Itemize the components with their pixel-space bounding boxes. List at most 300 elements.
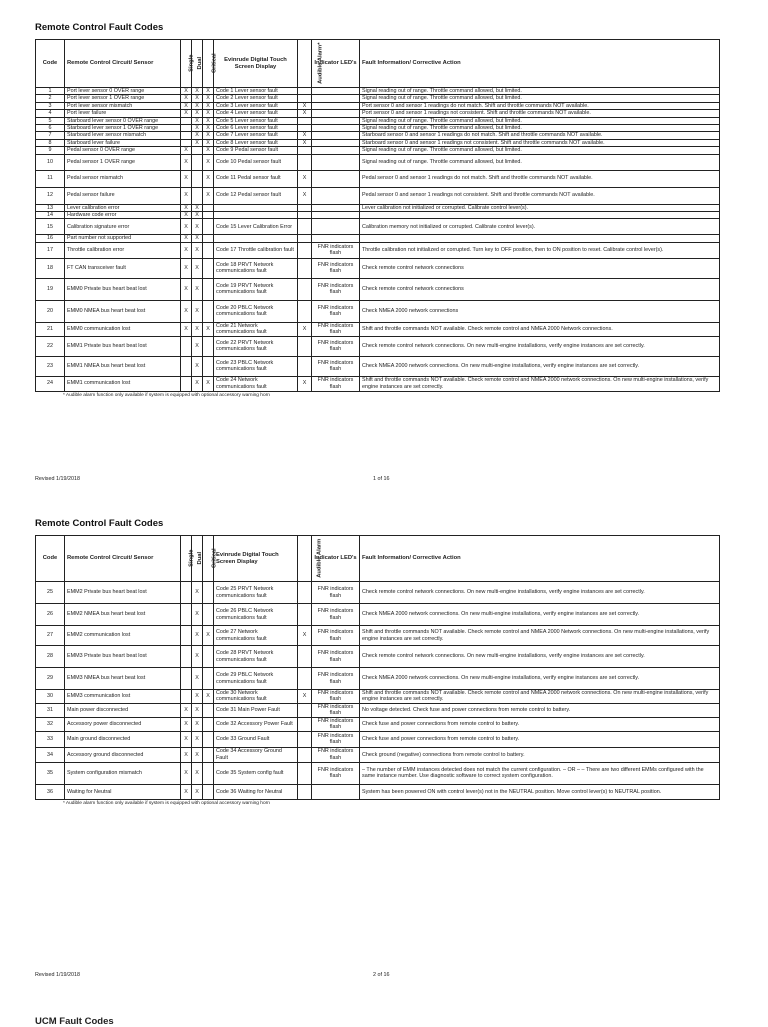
cell-code: 4 [36,110,65,117]
cell-circuit: Accessory power disconnected [65,717,181,731]
cell-display: Code 36 Waiting for Neutral [214,784,298,799]
cell-alarm [298,762,312,784]
cell-critical: X [203,117,214,124]
cell-led [312,219,360,235]
cell-critical [203,242,214,258]
cell-code: 14 [36,212,65,219]
cell-circuit: EMM3 Private bus heart beat lost [65,646,181,668]
cell-single [181,626,192,646]
cell-alarm [298,604,312,626]
cell-critical: X [203,154,214,170]
cell-circuit: Starboard lever sensor 1 OVER range [65,125,181,132]
cell-circuit: EMM1 communication lost [65,376,181,391]
table-header-row [36,536,720,582]
header-circuit: Remote Control Circuit/ Sensor [65,40,181,88]
cell-critical: X [203,95,214,102]
table-row [36,626,720,646]
cell-circuit: EMM1 Private bus heart beat lost [65,336,181,356]
header-fault: Fault Information/ Corrective Action [360,536,720,582]
cell-display: Code 5 Lever sensor fault [214,117,298,124]
cell-circuit: Pedal sensor 1 OVER range [65,154,181,170]
cell-dual: X [192,322,203,336]
cell-circuit: Port lever sensor 0 OVER range [65,88,181,95]
cell-led [312,88,360,95]
cell-code: 9 [36,147,65,154]
cell-circuit: EMM2 Private bus heart beat lost [65,582,181,604]
cell-single: X [181,170,192,187]
table-row [36,646,720,668]
cell-led: FNR indicators flash [312,336,360,356]
cell-circuit: Starboard lever failure [65,139,181,146]
cell-single: X [181,235,192,242]
cell-display: Code 8 Lever sensor fault [214,139,298,146]
cell-led [312,154,360,170]
cell-circuit: FT CAN transceiver fault [65,258,181,278]
table-row [36,219,720,235]
cell-single: X [181,95,192,102]
cell-code: 32 [36,717,65,731]
cell-dual: X [192,668,203,690]
page-2 [35,518,719,806]
cell-dual: X [192,784,203,799]
cell-single [181,668,192,690]
table-row [36,300,720,322]
cell-alarm [298,212,312,219]
cell-led [312,102,360,109]
cell-display: Code 23 PBLC Network communications fault [214,356,298,376]
page-number: 1 of 16 [373,476,390,482]
cell-circuit: Calibration signature error [65,219,181,235]
cell-fault [360,235,720,242]
cell-fault: Check NMEA 2000 network connections [360,300,720,322]
cell-critical [203,668,214,690]
cell-alarm [298,154,312,170]
table-row [36,604,720,626]
cell-led: FNR indicators flash [312,322,360,336]
cell-fault: Calibration memory not initialized or corrupted. Calibrate control lever(s). [360,219,720,235]
cell-display: Code 17 Throttle calibration fault [214,242,298,258]
cell-single [181,646,192,668]
cell-display: Code 35 System config fault [214,762,298,784]
cell-critical [203,731,214,747]
cell-display: Code 6 Lever sensor fault [214,125,298,132]
cell-code: 8 [36,139,65,146]
table-row [36,117,720,124]
cell-led [312,147,360,154]
cell-dual: X [192,604,203,626]
cell-single [181,604,192,626]
cell-dual: X [192,258,203,278]
cell-display: Code 7 Lever sensor fault [214,132,298,139]
cell-circuit: EMM2 communication lost [65,626,181,646]
cell-fault: Check remote control network connections. On new multi-engine installations, verify engine instances are set correctly. [360,582,720,604]
cell-single: X [181,784,192,799]
cell-code: 16 [36,235,65,242]
cell-display: Code 10 Pedal sensor fault [214,154,298,170]
cell-fault: Throttle calibration not initialized or corrupted. Turn key to OFF position, then to ON position to reset. Calibrate control lever(s). [360,242,720,258]
cell-display: Code 26 PBLC Network communications fault [214,604,298,626]
table-row [36,154,720,170]
cell-code: 21 [36,322,65,336]
table-row [36,762,720,784]
cell-display: Code 28 PRVT Network communications fault [214,646,298,668]
cell-display: Code 1 Lever sensor fault [214,88,298,95]
cell-code: 13 [36,204,65,211]
cell-circuit: Starboard lever sensor mismatch [65,132,181,139]
cell-dual: X [192,356,203,376]
header-display: Evinrude Digital Touch Screen Display [214,536,298,582]
cell-circuit: Pedal sensor mismatch [65,170,181,187]
table-body [36,582,720,800]
cell-critical [203,582,214,604]
fault-code-table [35,535,720,800]
cell-fault [360,212,720,219]
cell-display: Code 24 Network communications fault [214,376,298,391]
cell-code: 19 [36,278,65,300]
cell-code: 2 [36,95,65,102]
cell-code: 7 [36,132,65,139]
cell-dual: X [192,300,203,322]
cell-dual: X [192,582,203,604]
cell-dual: X [192,88,203,95]
cell-led: FNR indicators flash [312,582,360,604]
cell-fault: – The number of EMM instances detected does not match the current configuration. – OR – – There are two different EMMs configured with the same instance number. Use diagnostic software to correct system configuration. [360,762,720,784]
cell-code: 6 [36,125,65,132]
cell-single: X [181,88,192,95]
cell-fault: Shift and throttle commands NOT available. Check remote control and NMEA 2000 network connections. On new multi-engine installations, verify engine instances are set correctly. [360,690,720,704]
cell-led: FNR indicators flash [312,376,360,391]
cell-display: Code 11 Pedal sensor fault [214,170,298,187]
cell-display: Code 3 Lever sensor fault [214,102,298,109]
cell-fault: Check remote control network connections [360,258,720,278]
cell-code: 29 [36,668,65,690]
cell-display: Code 19 PRVT Network communications fault [214,278,298,300]
cell-single: X [181,703,192,717]
cell-dual: X [192,731,203,747]
cell-critical: X [203,125,214,132]
revised-date: Revised 1/19/2018 [35,476,80,482]
cell-code: 30 [36,690,65,704]
table-row [36,258,720,278]
cell-critical [203,747,214,762]
cell-alarm [298,668,312,690]
cell-circuit: Port lever sensor 1 OVER range [65,95,181,102]
cell-critical: X [203,102,214,109]
header-circuit: Remote Control Circuit/ Sensor [65,536,181,582]
cell-circuit: EMM0 communication lost [65,322,181,336]
cell-alarm: X [298,139,312,146]
table-row [36,703,720,717]
page-1 [35,22,719,398]
cell-led: FNR indicators flash [312,668,360,690]
cell-alarm [298,300,312,322]
table-row [36,668,720,690]
cell-critical [203,336,214,356]
table-row [36,235,720,242]
table-row [36,731,720,747]
cell-display: Code 15 Lever Calibration Error [214,219,298,235]
cell-critical [203,300,214,322]
cell-alarm [298,717,312,731]
cell-dual [192,154,203,170]
cell-led [312,170,360,187]
cell-display [214,235,298,242]
table-row [36,204,720,211]
cell-alarm [298,747,312,762]
table-row [36,102,720,109]
cell-code: 23 [36,356,65,376]
header-critical: Critical [203,536,214,582]
cell-alarm [298,731,312,747]
cell-led: FNR indicators flash [312,747,360,762]
table-row [36,356,720,376]
footnote: * Audible alarm function only available if system is equipped with optional accessory warning horn [63,392,270,398]
table-row [36,376,720,391]
cell-led [312,235,360,242]
cell-led [312,132,360,139]
cell-alarm [298,258,312,278]
cell-single: X [181,717,192,731]
table-row [36,212,720,219]
cell-circuit: Main ground disconnected [65,731,181,747]
cell-code: 20 [36,300,65,322]
cell-led [312,204,360,211]
cell-led: FNR indicators flash [312,356,360,376]
cell-dual: X [192,132,203,139]
cell-single [181,132,192,139]
cell-critical [203,212,214,219]
cell-display: Code 2 Lever sensor fault [214,95,298,102]
cell-alarm: X [298,132,312,139]
cell-display [214,204,298,211]
cell-fault: Signal reading out of range. Throttle command allowed, but limited. [360,117,720,124]
cell-circuit: EMM0 NMEA bus heart beat lost [65,300,181,322]
cell-code: 28 [36,646,65,668]
cell-circuit: Main power disconnected [65,703,181,717]
cell-critical [203,717,214,731]
cell-circuit: System configuration mismatch [65,762,181,784]
cell-alarm [298,242,312,258]
cell-fault: Signal reading out of range. Throttle command allowed, but limited. [360,147,720,154]
cell-dual: X [192,336,203,356]
cell-single [181,336,192,356]
cell-alarm [298,204,312,211]
cell-alarm: X [298,110,312,117]
cell-circuit: Port lever failure [65,110,181,117]
header-critical: Critical [203,40,214,88]
cell-display [214,212,298,219]
cell-single [181,139,192,146]
cell-single: X [181,110,192,117]
cell-fault: Check NMEA 2000 network connections. On new multi-engine installations, verify engine instances are set correctly. [360,668,720,690]
cell-alarm [298,703,312,717]
cell-display: Code 4 Lever sensor fault [214,110,298,117]
cell-critical: X [203,322,214,336]
cell-alarm [298,147,312,154]
cell-single: X [181,187,192,204]
cell-code: 33 [36,731,65,747]
cell-circuit: Throttle calibration error [65,242,181,258]
next-section-title: UCM Fault Codes [35,1016,114,1027]
cell-critical [203,646,214,668]
cell-fault: Shift and throttle commands NOT available. Check remote control and NMEA 2000 Network connections. On new multi-engine installations, verify engine instances are set correctly. [360,626,720,646]
cell-alarm [298,95,312,102]
cell-alarm [298,117,312,124]
cell-single: X [181,300,192,322]
cell-alarm [298,582,312,604]
cell-code: 34 [36,747,65,762]
header-dual: Dual [192,536,203,582]
cell-critical [203,784,214,799]
cell-led: FNR indicators flash [312,762,360,784]
cell-led [312,110,360,117]
cell-fault: Shift and throttle commands NOT available. Check remote control and NMEA 2000 network connections. On new multi-engine installations, verify engine instances are set correctly. [360,376,720,391]
cell-led [312,95,360,102]
cell-fault: Check NMEA 2000 network connections. On new multi-engine installations, verify engine instances are set correctly. [360,356,720,376]
cell-fault: Check fuse and power connections from remote control to battery. [360,717,720,731]
cell-dual [192,147,203,154]
cell-single [181,690,192,704]
header-led: Indicator LED's [312,536,360,582]
cell-single: X [181,212,192,219]
cell-single: X [181,278,192,300]
cell-led: FNR indicators flash [312,278,360,300]
cell-display: Code 22 PRVT Network communications fault [214,336,298,356]
cell-led: FNR indicators flash [312,731,360,747]
cell-circuit: Pedal sensor 0 OVER range [65,147,181,154]
cell-led [312,784,360,799]
cell-single [181,582,192,604]
cell-dual: X [192,117,203,124]
table-row [36,278,720,300]
cell-fault: Check remote control network connections. On new multi-engine installations, verify engine instances are set correctly. [360,336,720,356]
cell-circuit: Hardware code error [65,212,181,219]
cell-single: X [181,762,192,784]
cell-display: Code 25 PRVT Network communications fault [214,582,298,604]
cell-circuit: EMM0 Private bus heart beat lost [65,278,181,300]
cell-single [181,356,192,376]
table-row [36,717,720,731]
cell-fault: Check remote control network connections [360,278,720,300]
header-single: Single [181,40,192,88]
cell-code: 3 [36,102,65,109]
header-dual: Dual [192,40,203,88]
page-title: Remote Control Fault Codes [35,22,164,33]
cell-code: 31 [36,703,65,717]
cell-single: X [181,258,192,278]
cell-alarm [298,235,312,242]
cell-circuit: Waiting for Neutral [65,784,181,799]
cell-critical [203,219,214,235]
header-alarm: Audible Alarm [298,536,312,582]
cell-alarm [298,646,312,668]
cell-circuit: Accessory ground disconnected [65,747,181,762]
cell-led: FNR indicators flash [312,604,360,626]
cell-alarm: X [298,626,312,646]
cell-single: X [181,731,192,747]
cell-display: Code 9 Pedal sensor fault [214,147,298,154]
cell-led: FNR indicators flash [312,646,360,668]
table-row [36,110,720,117]
cell-code: 15 [36,219,65,235]
table-row [36,690,720,704]
cell-alarm [298,125,312,132]
revised-date: Revised 1/19/2018 [35,972,80,978]
cell-fault: Signal reading out of range. Throttle command allowed, but limited. [360,154,720,170]
cell-dual: X [192,139,203,146]
cell-dual: X [192,646,203,668]
cell-dual: X [192,717,203,731]
cell-fault: Check NMEA 2000 network connections. On new multi-engine installations, verify engine instances are set correctly. [360,604,720,626]
cell-dual: X [192,102,203,109]
cell-code: 10 [36,154,65,170]
cell-dual: X [192,95,203,102]
cell-single [181,125,192,132]
cell-led: FNR indicators flash [312,717,360,731]
cell-circuit: Port lever sensor mismatch [65,102,181,109]
header-code: Code [36,536,65,582]
cell-dual: X [192,690,203,704]
cell-single: X [181,322,192,336]
cell-alarm [298,356,312,376]
cell-dual: X [192,278,203,300]
cell-code: 17 [36,242,65,258]
table-row [36,242,720,258]
table-header-row [36,40,720,88]
cell-alarm [298,278,312,300]
cell-display: Code 30 Network communications fault [214,690,298,704]
cell-led: FNR indicators flash [312,690,360,704]
cell-critical: X [203,147,214,154]
cell-critical: X [203,170,214,187]
cell-dual: X [192,703,203,717]
cell-alarm [298,784,312,799]
table-row [36,170,720,187]
cell-code: 1 [36,88,65,95]
cell-critical [203,235,214,242]
cell-dual: X [192,762,203,784]
cell-dual: X [192,110,203,117]
table-body [36,88,720,392]
cell-critical: X [203,110,214,117]
header-single: Single [181,536,192,582]
cell-dual: X [192,376,203,391]
cell-code: 12 [36,187,65,204]
cell-dual: X [192,747,203,762]
cell-display: Code 21 Network communications fault [214,322,298,336]
cell-display: Code 12 Pedal sensor fault [214,187,298,204]
cell-circuit: EMM3 communication lost [65,690,181,704]
table-row [36,132,720,139]
cell-display: Code 31 Main Power Fault [214,703,298,717]
cell-display: Code 20 PBLC Network communications fault [214,300,298,322]
header-code: Code [36,40,65,88]
cell-display: Code 32 Accessory Power Fault [214,717,298,731]
cell-led [312,212,360,219]
cell-display: Code 27 Network communications fault [214,626,298,646]
cell-critical [203,703,214,717]
cell-single [181,117,192,124]
cell-fault: Check fuse and power connections from remote control to battery. [360,731,720,747]
table-row [36,582,720,604]
cell-fault: Shift and throttle commands NOT available. Check remote control and NMEA 2000 Network connections. [360,322,720,336]
cell-code: 18 [36,258,65,278]
cell-critical [203,762,214,784]
cell-single: X [181,242,192,258]
cell-led: FNR indicators flash [312,626,360,646]
cell-fault: Starboard sensor 0 and sensor 1 readings do not match. Shift and throttle commands NOT available. [360,132,720,139]
cell-fault: Signal reading out of range. Throttle command allowed, but limited. [360,88,720,95]
